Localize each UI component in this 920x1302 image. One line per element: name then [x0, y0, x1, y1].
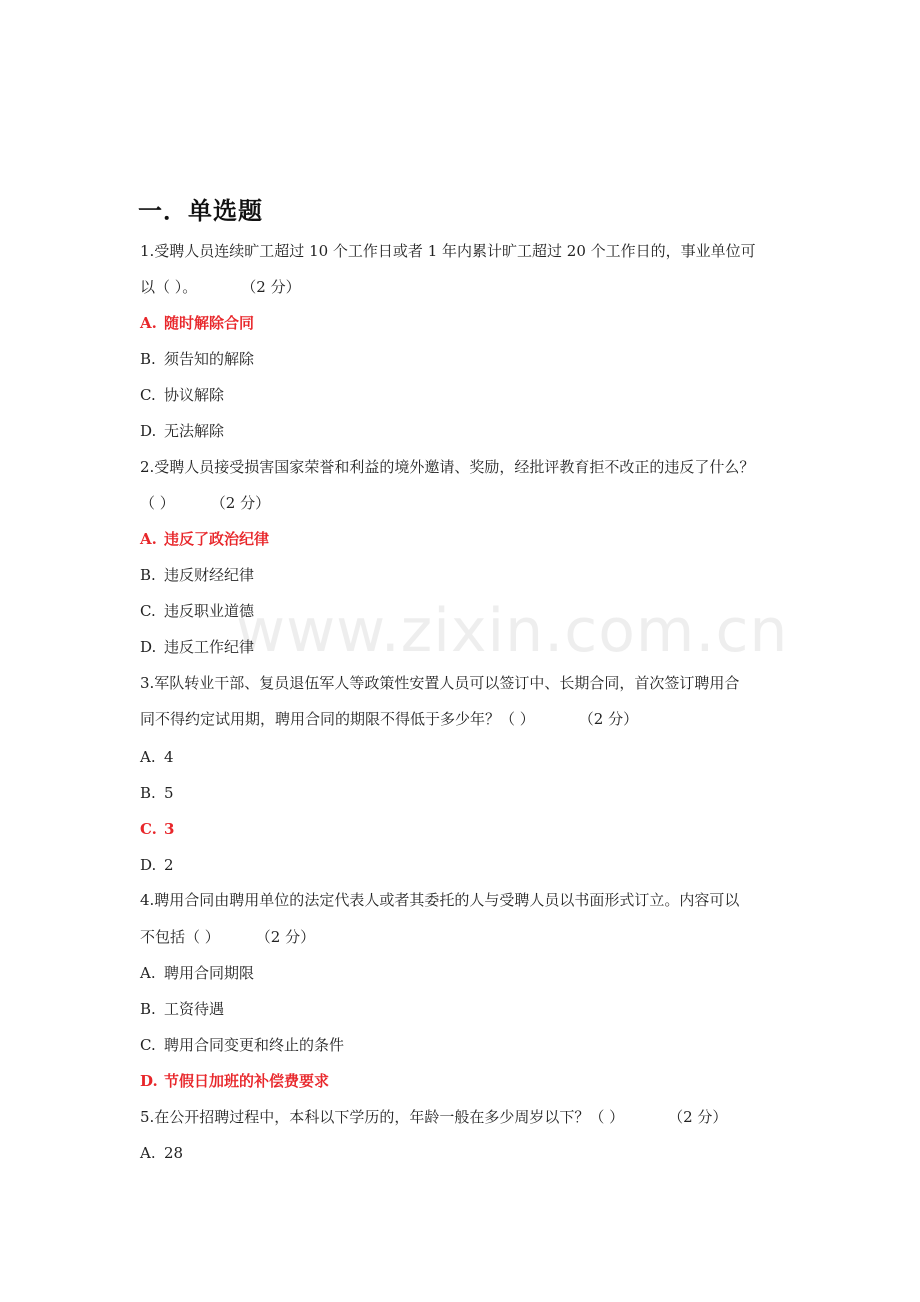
- question-4-option-b: [140, 999, 224, 1019]
- option-letter: B.: [140, 1000, 156, 1018]
- option-letter: B.: [140, 350, 156, 368]
- option-text: 2: [164, 856, 174, 874]
- question-1-line-2: [140, 277, 301, 297]
- question-3-option-c: [140, 819, 174, 839]
- question-2-score: （2 分）: [210, 494, 271, 512]
- option-letter: C.: [140, 602, 156, 620]
- question-4-line-1: 4.聘用合同由聘用单位的法定代表人或者其委托的人与受聘人员以书面形式订立。内容可以: [140, 891, 740, 909]
- option-text: 3: [164, 820, 175, 838]
- option-letter: A.: [140, 530, 157, 548]
- option-text: 聘用合同变更和终止的条件: [164, 1036, 345, 1054]
- question-2-option-a: [140, 529, 269, 549]
- option-text: 工资待遇: [164, 1000, 225, 1018]
- option-letter: C.: [140, 386, 156, 404]
- question-2-option-b: [140, 565, 254, 585]
- question-3-line-1: 3.军队转业干部、复员退伍军人等政策性安置人员可以签订中、长期合同，首次签订聘用合: [140, 674, 740, 692]
- question-3-stem-end: 同不得约定试用期，聘用合同的期限不得低于多少年？（ ）: [140, 710, 535, 728]
- question-4-option-a: [140, 963, 254, 983]
- question-5-stem: 5.在公开招聘过程中，本科以下学历的，年龄一般在多少周岁以下？（ ）: [140, 1108, 625, 1126]
- question-2-stem-end: （ ）: [140, 494, 175, 512]
- option-letter: D.: [140, 638, 157, 656]
- question-4-score: （2 分）: [255, 928, 316, 946]
- option-letter: B.: [140, 566, 156, 584]
- question-4-stem-end: 不包括（ ）: [140, 928, 220, 946]
- question-4-option-d: [140, 1071, 329, 1091]
- question-3-option-b: [140, 783, 174, 803]
- question-1-option-c: [140, 385, 224, 405]
- option-letter: C.: [140, 820, 157, 838]
- question-1-option-a: [140, 313, 254, 333]
- question-1-option-d: [140, 421, 224, 441]
- option-text: 4: [164, 748, 174, 766]
- option-text: 聘用合同期限: [164, 964, 255, 982]
- question-2-option-d: [140, 637, 254, 657]
- question-3-option-a: [140, 747, 174, 767]
- option-text: 28: [164, 1144, 184, 1162]
- question-1-option-b: [140, 349, 254, 369]
- option-text: 违反财经纪律: [164, 566, 255, 584]
- question-5-line-1: [140, 1107, 727, 1127]
- question-4-line-2: [140, 927, 315, 947]
- option-text: 5: [164, 784, 174, 802]
- question-5-option-a: [140, 1143, 183, 1163]
- watermark: www.zixin.com.cn: [236, 596, 789, 666]
- option-text: 随时解除合同: [164, 314, 255, 332]
- question-1-score: （2 分）: [241, 278, 301, 296]
- option-text: 协议解除: [164, 386, 225, 404]
- option-text: 违反职业道德: [164, 602, 255, 620]
- option-letter: A.: [140, 964, 156, 982]
- question-3-score: （2 分）: [578, 710, 639, 728]
- section-title: 一．单选题: [138, 197, 263, 225]
- option-text: 违反工作纪律: [164, 638, 255, 656]
- question-3-option-d: [140, 855, 174, 875]
- option-text: 违反了政治纪律: [164, 530, 270, 548]
- option-text: 须告知的解除: [164, 350, 255, 368]
- option-letter: A.: [140, 314, 157, 332]
- question-2-line-2: [140, 493, 270, 513]
- option-text: 节假日加班的补偿费要求: [164, 1072, 330, 1090]
- question-1-line-1: 1.受聘人员连续旷工超过 10 个工作日或者 1 年内累计旷工超过 20 个工作日的，事业单位可: [140, 242, 756, 260]
- option-letter: D.: [140, 422, 157, 440]
- option-text: 无法解除: [164, 422, 225, 440]
- option-letter: A.: [140, 748, 156, 766]
- option-letter: D.: [140, 856, 157, 874]
- option-letter: D.: [140, 1072, 158, 1090]
- question-2-line-1: 2.受聘人员接受损害国家荣誉和利益的境外邀请、奖励，经批评教育拒不改正的违反了什么？: [140, 458, 755, 476]
- question-1-stem-end: 以（ ）。: [140, 278, 198, 296]
- option-letter: C.: [140, 1036, 156, 1054]
- question-2-option-c: [140, 601, 254, 621]
- option-letter: A.: [140, 1144, 156, 1162]
- question-5-score: （2 分）: [668, 1108, 728, 1126]
- question-4-option-c: [140, 1035, 344, 1055]
- question-3-line-2: [140, 709, 638, 729]
- option-letter: B.: [140, 784, 156, 802]
